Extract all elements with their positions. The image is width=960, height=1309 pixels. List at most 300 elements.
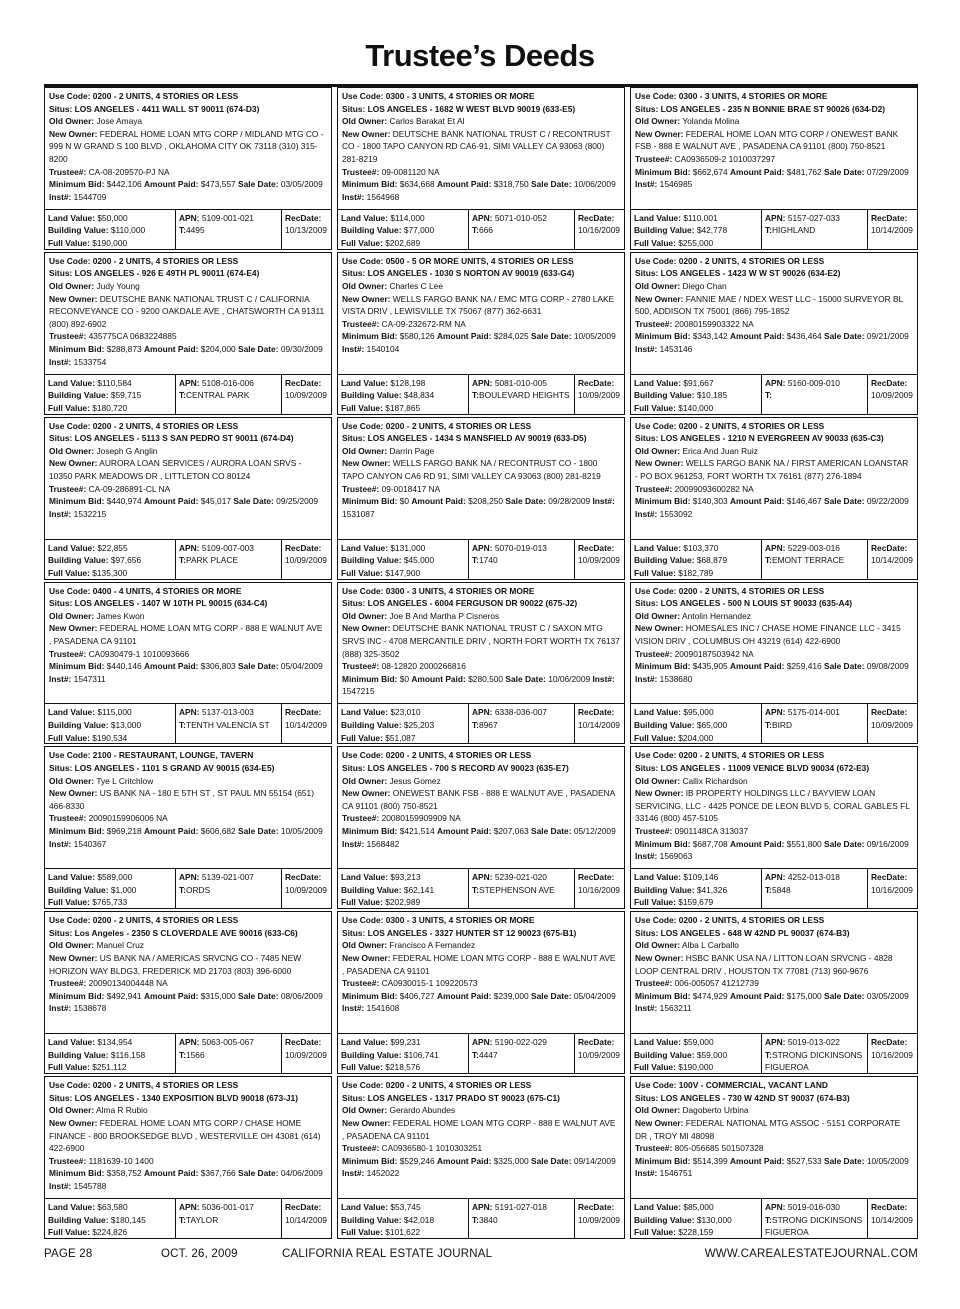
- amount-paid-value: $208,250: [468, 496, 504, 507]
- new-owner-value: HSBC BANK USA NA / LITTON LOAN SRVCNG - 4828 LOOP CENTRAL DRIV , HOUSTON TX 77081 (713) 960-9676: [635, 953, 893, 976]
- t-value: BIRD: [771, 720, 792, 731]
- listing-details: [45, 1077, 331, 1196]
- t-value: TAYLOR: [185, 1214, 219, 1225]
- building-value-label: Building Value:: [341, 390, 402, 401]
- inst-label: Inst#:: [342, 344, 365, 354]
- full-value-label: Full Value:: [341, 402, 383, 413]
- trustee-label: Trustee#:: [635, 978, 673, 989]
- apn-value: 5071-010-052: [494, 212, 547, 223]
- use-code: Use Code: 0200 - 2 UNITS, 4 STORIES OR LESS: [635, 420, 825, 431]
- t-label: T:: [765, 1214, 772, 1225]
- field-line: [634, 884, 758, 897]
- use-code: Use Code: 0200 - 2 UNITS, 4 STORIES OR LESS: [635, 255, 825, 266]
- apn-value: 5070-019-013: [494, 542, 547, 553]
- field-line: [472, 706, 571, 719]
- field-line: [472, 1049, 571, 1062]
- old-owner-value: Joe B And Martha P Cisneros: [389, 610, 500, 621]
- field-line: [179, 212, 278, 225]
- situs-address: Situs: LOS ANGELES - 926 E 49TH PL 90011 (674-E4): [49, 268, 260, 279]
- use-code: Use Code: 0200 - 2 UNITS, 4 STORIES OR LESS: [342, 1080, 532, 1091]
- min-bid-value: $406,727: [399, 990, 435, 1001]
- t-label: T:: [472, 884, 479, 895]
- min-bid-label: Minimum Bid:: [49, 661, 105, 672]
- trustee-label: Trustee#:: [635, 318, 673, 329]
- new-owner: [635, 128, 913, 153]
- amount-paid-value: $473,557: [200, 179, 236, 190]
- field-line: [48, 1036, 172, 1049]
- trustee-number: [342, 318, 620, 331]
- situs-address: Situs: LOS ANGELES - 700 S RECORD AV 90023 (635-E7): [342, 763, 569, 774]
- apn-value: 5019-016-030: [787, 1202, 840, 1212]
- new-owner-value: FEDERAL HOME LOAN MTG CORP - 888 E WALNUT AVE , PASADENA CA 91101: [342, 953, 616, 976]
- new-owner: [49, 293, 327, 331]
- new-owner: [49, 952, 327, 977]
- land-value-label: Land Value:: [48, 212, 96, 223]
- recdate-label: RecDate:: [871, 212, 908, 223]
- amount-paid-label: Amount Paid:: [411, 673, 466, 684]
- min-bid-value: $634,668: [399, 179, 435, 190]
- new-owner: [49, 1117, 327, 1155]
- values-cell: [338, 1034, 468, 1073]
- situs-address: Situs: LOS ANGELES - 4411 WALL ST 90011 (674-D3): [49, 103, 260, 114]
- land-value-value: $95,000: [683, 707, 714, 718]
- t-label: T:: [472, 555, 479, 566]
- new-owner-label: New Owner:: [342, 293, 391, 304]
- listing-card: [630, 417, 918, 580]
- recdate-value: 10/16/2009: [578, 225, 620, 236]
- old-owner-value: Antolin Hernandez: [682, 610, 751, 621]
- apn-cell: [468, 375, 574, 414]
- amount-paid-label: Amount Paid:: [436, 179, 492, 190]
- trustee-value: 20090187503942 NA: [674, 648, 754, 659]
- land-value-label: Land Value:: [634, 1202, 682, 1212]
- recdate-cell: [574, 869, 624, 908]
- listing-details: [338, 253, 624, 372]
- recdate-label: RecDate:: [871, 542, 908, 553]
- full-value-label: Full Value:: [48, 402, 90, 413]
- trustee-value: 805-056685 501507328: [674, 1143, 764, 1154]
- page-title: Trustee’s Deeds: [365, 38, 595, 73]
- amount-paid-value: $318,750: [493, 179, 529, 190]
- listing-card: [44, 1076, 332, 1239]
- recdate-cell: [281, 210, 331, 249]
- apn-label: APN:: [765, 542, 786, 553]
- land-value-value: $115,000: [97, 707, 132, 718]
- website-link[interactable]: WWW.CAREALESTATEJOURNAL.COM: [704, 1248, 918, 1260]
- recdate-cell: [867, 1199, 917, 1238]
- use-code: Use Code: 0300 - 3 UNITS, 4 STORIES OR MORE: [342, 585, 535, 596]
- situs-address: Situs: LOS ANGELES - 1434 S MANSFIELD AV 90019 (633-D5): [342, 433, 587, 444]
- situs-address: Situs: LOS ANGELES - 5113 S SAN PEDRO ST 90011 (674-D4): [49, 433, 294, 444]
- trustee-value: 09-0081120 NA: [381, 166, 440, 177]
- trustee-value: CA0930015-1 109220573: [381, 978, 478, 989]
- field-line: [341, 402, 465, 414]
- recdate-cell: [867, 869, 917, 908]
- sale-date-value: 09/25/2009: [276, 496, 319, 507]
- min-bid-value: $435,905: [692, 661, 728, 672]
- min-bid-value: $440,974: [106, 496, 142, 507]
- field-line: [634, 237, 758, 249]
- field-line: [765, 224, 864, 237]
- full-value-value: $202,689: [385, 238, 421, 249]
- old-owner: [635, 939, 913, 952]
- field-line: [634, 719, 758, 732]
- inst-value: 1545788: [73, 1180, 107, 1191]
- use-code: Use Code: 0200 - 2 UNITS, 4 STORIES OR LESS: [342, 420, 532, 431]
- situs-address: Situs: LOS ANGELES - 235 N BONNIE BRAE ST 90026 (634-D2): [635, 103, 886, 114]
- land-value-value: $23,010: [390, 707, 421, 718]
- inst-label: Inst#:: [342, 191, 365, 202]
- land-value-value: $91,667: [683, 377, 714, 388]
- trustee-number: [342, 812, 620, 825]
- old-owner-value: Diego Chan: [682, 281, 727, 292]
- recdate-value: 10/09/2009: [871, 390, 913, 401]
- sale-date-value: 10/06/2009: [548, 673, 591, 684]
- valuation-row: [338, 703, 624, 743]
- new-owner: [342, 622, 620, 660]
- old-owner-label: Old Owner:: [635, 116, 681, 127]
- min-bid-value: $421,514: [399, 825, 435, 836]
- apn-label: APN:: [765, 1037, 786, 1048]
- inst-label: Inst#:: [49, 191, 72, 202]
- land-value-label: Land Value:: [341, 377, 389, 388]
- sale-summary: [635, 495, 913, 520]
- recdate-label: RecDate:: [285, 377, 322, 388]
- inst-value: 1538678: [73, 1003, 107, 1014]
- new-owner-value: FEDERAL HOME LOAN MTG CORP - 888 E WALNUT AVE , PASADENA CA 91101: [49, 623, 323, 646]
- sale-summary: [49, 660, 327, 685]
- building-value-label: Building Value:: [341, 1214, 402, 1225]
- new-owner: [49, 787, 327, 812]
- t-value: 4495: [185, 225, 205, 236]
- issue-date: OCT. 26, 2009: [161, 1248, 238, 1260]
- field-line: [765, 1036, 864, 1049]
- min-bid-label: Minimum Bid:: [342, 1155, 398, 1166]
- recdate-value: 10/09/2009: [578, 390, 620, 401]
- old-owner-value: Erica And Juan Ruiz: [682, 445, 758, 456]
- old-owner: [49, 280, 327, 293]
- trustee-number: [342, 1142, 620, 1155]
- building-value-value: $10,185: [696, 390, 728, 401]
- land-value-value: $99,231: [390, 1037, 421, 1048]
- building-value-value: $42,018: [403, 1214, 435, 1225]
- land-value-value: $114,000: [390, 212, 425, 223]
- t-label: T:: [765, 1049, 772, 1060]
- field-line: [48, 1061, 172, 1073]
- min-bid-label: Minimum Bid:: [635, 990, 691, 1001]
- building-value-value: $13,000: [110, 720, 142, 731]
- field-line: [48, 212, 172, 225]
- t-label: T:: [765, 390, 772, 401]
- min-bid-label: Minimum Bid:: [342, 673, 398, 684]
- min-bid-value: $474,929: [692, 990, 728, 1001]
- recdate-value: 10/14/2009: [871, 555, 913, 566]
- recdate-label: RecDate:: [871, 377, 908, 388]
- trustee-number: [342, 483, 620, 496]
- new-owner-value: ONEWEST BANK FSB - 888 E WALNUT AVE , PASADENA CA 91101 (800) 750-8521: [342, 788, 615, 811]
- inst-label: Inst#:: [49, 1003, 72, 1014]
- situs-address: Situs: LOS ANGELES - 1317 PRADO ST 90023 (675-C1): [342, 1092, 560, 1103]
- land-value-label: Land Value:: [48, 1037, 96, 1048]
- amount-paid-label: Amount Paid:: [436, 825, 492, 836]
- new-owner: [342, 457, 620, 482]
- min-bid-value: $0: [399, 496, 410, 507]
- old-owner: [342, 115, 620, 128]
- full-value-label: Full Value:: [634, 897, 676, 908]
- listing-card: [337, 252, 625, 415]
- min-bid-value: $492,941: [106, 990, 142, 1001]
- sale-summary: [342, 673, 620, 698]
- field-line: [634, 1226, 758, 1238]
- field-line: [765, 719, 864, 732]
- t-value: EMONT TERRACE: [771, 555, 845, 566]
- trustee-value: 09-0018417 NA: [381, 483, 441, 494]
- valuation-row: [631, 374, 917, 414]
- apn-value: 5019-013-022: [787, 1037, 840, 1048]
- sale-summary: [342, 1155, 620, 1180]
- values-cell: [631, 869, 761, 908]
- trustee-number: [635, 825, 913, 838]
- new-owner: [635, 293, 913, 318]
- trustee-label: Trustee#:: [342, 318, 380, 329]
- sale-date-value: 09/30/2009: [280, 344, 323, 354]
- t-value: STRONG DICKINSONS FIGUEROA: [765, 1214, 863, 1238]
- building-value-label: Building Value:: [341, 1049, 402, 1060]
- field-line: [765, 212, 864, 225]
- recdate-label: RecDate:: [871, 872, 908, 883]
- amount-paid-value: $436,464: [786, 331, 822, 342]
- inst-value: 1569063: [659, 851, 693, 862]
- values-cell: [631, 210, 761, 249]
- building-value-label: Building Value:: [634, 1049, 695, 1060]
- min-bid-label: Minimum Bid:: [49, 179, 105, 190]
- situs-address: Situs: LOS ANGELES - 730 W 42ND ST 90037 (674-B3): [635, 1092, 850, 1103]
- field-line: [179, 542, 278, 555]
- sale-date-label: Sale Date:: [238, 825, 279, 836]
- use-code: Use Code: 100V - COMMERCIAL, VACANT LAND: [635, 1080, 828, 1091]
- recdate-label: RecDate:: [285, 212, 322, 223]
- recdate-cell: [281, 540, 331, 579]
- trustee-number: [635, 318, 913, 331]
- new-owner-value: US BANK NA - 180 E 5TH ST , ST PAUL MN 55154 (651) 466-8330: [49, 788, 315, 811]
- field-line: [634, 706, 758, 719]
- old-owner-value: Darrin Page: [389, 445, 435, 456]
- old-owner: [635, 610, 913, 623]
- old-owner-label: Old Owner:: [635, 281, 681, 292]
- listing-card: [44, 911, 332, 1074]
- new-owner-label: New Owner:: [49, 953, 98, 964]
- new-owner-value: FEDERAL HOME LOAN MTG CORP / CHASE HOME FINANCE - 800 BROOKSEDGE BLVD , WESTERVILLE OH 43081 (614) 422-6900: [49, 1117, 321, 1154]
- full-value-label: Full Value:: [48, 238, 90, 249]
- inst-label: Inst#:: [592, 496, 615, 507]
- sale-date-label: Sale Date:: [824, 838, 865, 849]
- new-owner-label: New Owner:: [342, 623, 391, 634]
- listing-card: [44, 746, 332, 909]
- apn-value: 5229-003-016: [787, 542, 840, 553]
- min-bid-label: Minimum Bid:: [635, 166, 691, 177]
- trustee-number: [635, 648, 913, 661]
- field-line: [341, 884, 465, 897]
- sale-date-label: Sale Date:: [238, 344, 279, 354]
- situs-address: Situs: LOS ANGELES - 1101 S GRAND AV 90015 (634-E5): [49, 763, 275, 774]
- building-value-label: Building Value:: [48, 884, 109, 895]
- trustee-value: CA-09-232672-RM NA: [381, 318, 466, 329]
- min-bid-value: $514,399: [692, 1155, 728, 1166]
- listing-card: [337, 911, 625, 1074]
- apn-label: APN:: [765, 707, 786, 718]
- sale-date-value: 05/04/2009: [573, 990, 616, 1001]
- use-code: Use Code: 0200 - 2 UNITS, 4 STORIES OR LESS: [635, 750, 825, 761]
- old-owner-value: Judy Young: [96, 281, 140, 292]
- field-line: [341, 237, 465, 249]
- full-value-value: $190,000: [92, 238, 128, 249]
- new-owner: [342, 293, 620, 318]
- field-line: [472, 871, 571, 884]
- sale-date-value: 05/04/2009: [280, 661, 323, 672]
- use-code: Use Code: 0200 - 2 UNITS, 4 STORIES OR LESS: [49, 1080, 239, 1091]
- old-owner-value: Carlos Barakat Et Al: [389, 116, 465, 127]
- old-owner-label: Old Owner:: [635, 610, 681, 621]
- use-code: Use Code: 0200 - 2 UNITS, 4 STORIES OR LESS: [635, 915, 825, 926]
- land-value-value: $50,000: [97, 212, 128, 223]
- amount-paid-label: Amount Paid:: [729, 166, 785, 177]
- land-value-label: Land Value:: [341, 212, 389, 223]
- inst-value: 1546751: [659, 1168, 693, 1179]
- amount-paid-label: Amount Paid:: [411, 496, 466, 507]
- t-value: 8967: [478, 720, 498, 731]
- building-value-value: $77,000: [403, 225, 435, 236]
- recdate-value: 10/14/2009: [578, 720, 620, 731]
- recdate-cell: [574, 1199, 624, 1238]
- field-line: [634, 224, 758, 237]
- sale-date-label: Sale Date:: [238, 1168, 279, 1179]
- valuation-row: [631, 703, 917, 743]
- field-line: [341, 719, 465, 732]
- use-code: Use Code: 0200 - 2 UNITS, 4 STORIES OR LESS: [49, 255, 239, 266]
- building-value-label: Building Value:: [634, 225, 695, 236]
- min-bid-label: Minimum Bid:: [635, 496, 691, 507]
- apn-cell: [175, 210, 281, 249]
- field-line: [634, 402, 758, 414]
- recdate-label: RecDate:: [285, 1037, 322, 1048]
- field-line: [48, 1226, 172, 1238]
- land-value-label: Land Value:: [634, 707, 682, 718]
- old-owner-value: Callix Richardson: [682, 775, 748, 786]
- t-label: T:: [472, 720, 479, 731]
- recdate-value: 10/09/2009: [285, 555, 327, 566]
- inst-label: Inst#:: [635, 851, 658, 862]
- field-line: [48, 1049, 172, 1062]
- inst-value: 1453146: [659, 344, 693, 354]
- valuation-row: [338, 1198, 624, 1238]
- recdate-cell: [574, 704, 624, 743]
- land-value-label: Land Value:: [341, 542, 389, 553]
- sale-date-value: 09/28/2009: [548, 496, 591, 507]
- new-owner-value: IB PROPERTY HOLDINGS LLC / BAYVIEW LOAN SERVICING, LLC - 4425 PONCE DE LEON BLVD 5, CORAL GABLES FL 33146 (800) 457-5105: [635, 788, 910, 824]
- full-value-value: $187,865: [385, 402, 421, 413]
- field-line: [341, 732, 465, 744]
- sale-date-value: 04/06/2009: [280, 1168, 323, 1179]
- use-code: Use Code: 2100 - RESTAURANT, LOUNGE, TAVERN: [49, 750, 254, 761]
- amount-paid-value: $306,803: [200, 661, 236, 672]
- full-value-label: Full Value:: [48, 567, 90, 578]
- old-owner-label: Old Owner:: [49, 1105, 95, 1116]
- old-owner-label: Old Owner:: [342, 610, 388, 621]
- new-owner-value: WELLS FARGO BANK NA / EMC MTG CORP - 2780 LAKE VISTA DRIV , LEWISVILLE TX 75067 (877) 362-6631: [342, 293, 615, 317]
- min-bid-label: Minimum Bid:: [49, 344, 105, 354]
- full-value-label: Full Value:: [341, 1062, 383, 1073]
- old-owner-value: Dagoberto Urbina: [682, 1105, 749, 1116]
- sale-summary: [635, 660, 913, 685]
- field-line: [341, 1061, 465, 1073]
- building-value-label: Building Value:: [48, 390, 109, 401]
- new-owner-value: US BANK NA / AMERICAS SRVCNG CO - 7485 NEW HORIZON WAY BLDG3, FREDERICK MD 21703 (803) 396-6000: [49, 953, 302, 976]
- inst-value: 1564968: [366, 191, 400, 202]
- recdate-cell: [281, 1199, 331, 1238]
- amount-paid-label: Amount Paid:: [143, 661, 199, 672]
- full-value-value: $224,826: [92, 1227, 128, 1238]
- field-line: [472, 1036, 571, 1049]
- min-bid-value: $440,146: [106, 661, 142, 672]
- t-label: T:: [765, 720, 772, 731]
- recdate-value: 10/14/2009: [285, 1214, 327, 1225]
- listing-details: [338, 747, 624, 866]
- land-value-label: Land Value:: [634, 872, 682, 883]
- situs-address: Situs: LOS ANGELES - 648 W 42ND PL 90037 (674-B3): [635, 927, 850, 938]
- field-line: [634, 554, 758, 567]
- field-line: [765, 884, 864, 897]
- listing-card: [630, 582, 918, 745]
- sale-date-value: 03/05/2009: [280, 179, 323, 190]
- sale-summary: [49, 990, 327, 1015]
- min-bid-label: Minimum Bid:: [49, 990, 105, 1001]
- old-owner: [635, 775, 913, 788]
- field-line: [634, 377, 758, 390]
- apn-label: APN:: [765, 212, 786, 223]
- field-line: [472, 884, 571, 897]
- amount-paid-value: $146,467: [786, 496, 822, 507]
- amount-paid-label: Amount Paid:: [143, 990, 199, 1001]
- trustee-label: Trustee#:: [342, 166, 380, 177]
- amount-paid-label: Amount Paid:: [729, 661, 785, 672]
- apn-cell: [761, 869, 867, 908]
- apn-cell: [468, 1034, 574, 1073]
- field-line: [48, 554, 172, 567]
- apn-cell: [175, 540, 281, 579]
- trustee-number: [49, 1155, 327, 1168]
- trustee-value: 20080159909909 NA: [381, 813, 461, 824]
- land-value-label: Land Value:: [634, 542, 682, 553]
- old-owner-label: Old Owner:: [342, 116, 388, 127]
- field-line: [472, 389, 571, 402]
- recdate-cell: [574, 375, 624, 414]
- field-line: [634, 212, 758, 225]
- inst-label: Inst#:: [49, 673, 72, 684]
- sale-summary: [49, 343, 327, 368]
- inst-value: 1452022: [366, 1168, 400, 1179]
- field-line: [765, 1201, 864, 1214]
- trustee-label: Trustee#:: [635, 483, 673, 494]
- amount-paid-value: $204,000: [200, 344, 236, 354]
- building-value-label: Building Value:: [48, 555, 109, 566]
- inst-label: Inst#:: [342, 1003, 365, 1014]
- apn-label: APN:: [765, 872, 786, 883]
- valuation-row: [45, 868, 331, 908]
- field-line: [341, 1049, 465, 1062]
- full-value-value: $140,000: [678, 402, 714, 413]
- trustee-label: Trustee#:: [635, 825, 673, 836]
- new-owner-value: HOMESALES INC / CHASE HOME FINANCE LLC - 3415 VISION DRIV , COLUMBUS OH 43219 (614) 422-6900: [635, 623, 901, 646]
